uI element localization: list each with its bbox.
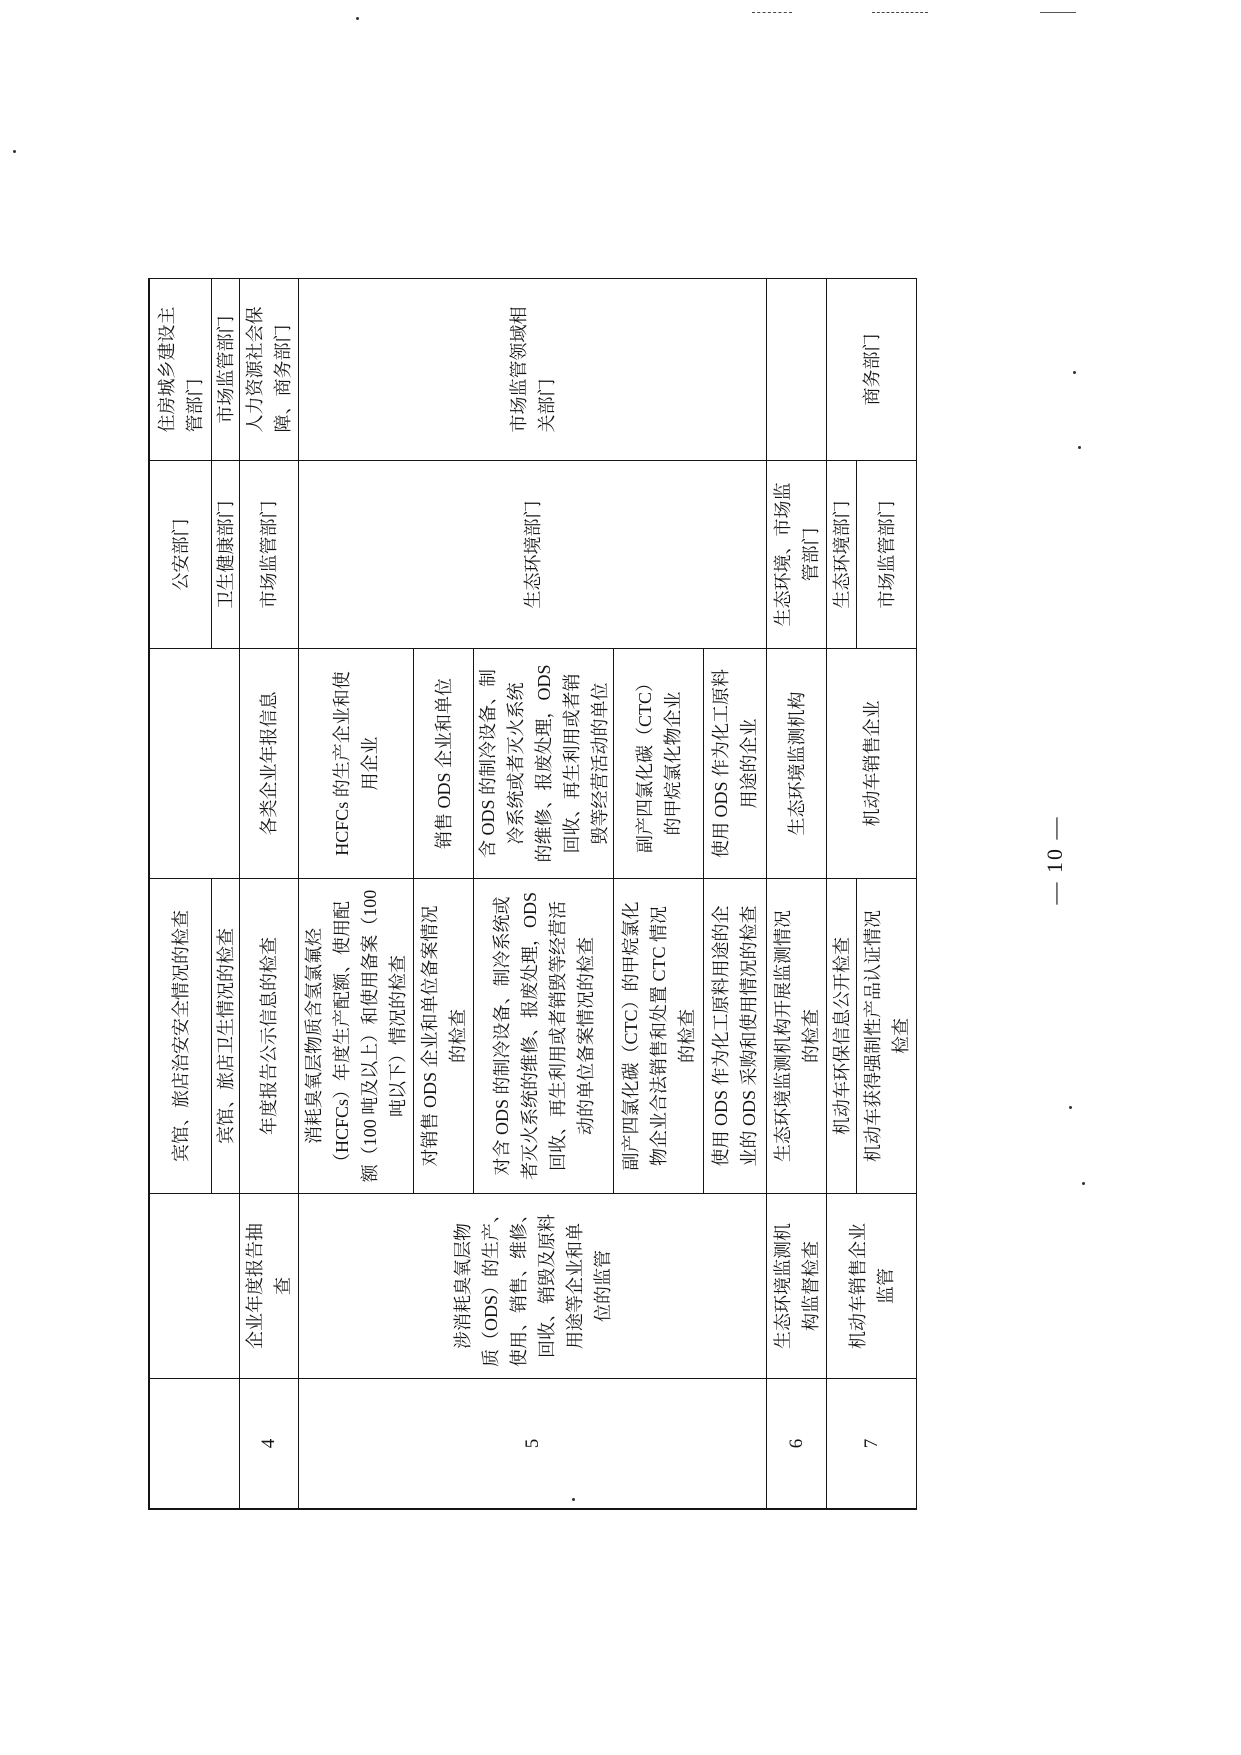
row-no-cell [150,1378,240,1508]
content-cell: 对销售 ODS 企业和单位备案情况 的检查 [414,878,474,1193]
scan-mark [1040,12,1076,13]
inspection-table [148,278,917,1510]
object-cell: 销售 ODS 企业和单位 [414,648,474,878]
object-cell: 副产四氯化碳（CTC） 的甲烷氯化物企业 [614,648,704,878]
scan-mark [752,12,792,13]
matter-cell: 涉消耗臭氧层物 质（ODS）的生产、 使用、销售、维修、 回收、销毁及原料 用途等企业和单 位的监管 [299,1193,767,1378]
matter-cell: 机动车销售企业 监管 [827,1193,917,1378]
content-cell: 使用 ODS 作为化工原料用途的企 业的 ODS 采购和使用情况的检查 [704,878,767,1193]
scan-mark [872,12,928,13]
scan-speck [13,150,16,153]
content-cell: 机动车环保信息公开检查 [827,878,857,1193]
object-cell: 含 ODS 的制冷设备、制 冷系统或者灭火系统 的维修、报废处理，ODS 回收、再生利用或者销 毁等经营活动的单位 [474,648,614,878]
matter-cell: 企业年度报告抽 查 [240,1193,299,1378]
page-number: — 10 — [1042,815,1067,905]
object-cell [150,648,240,878]
content-cell: 副产四氯化碳（CTC）的甲烷氯化 物企业合法销售和处置 CTC 情况 的检查 [614,878,704,1193]
row-no-cell: 4 [240,1378,299,1508]
content-cell: 年度报告公示信息的检查 [240,878,299,1193]
content-cell: 宾馆、旅店卫生情况的检查 [212,878,240,1193]
cooperating-cell: 人力资源社会保 障、商务部门 [240,278,299,460]
object-cell: 使用 ODS 作为化工原料 用途的企业 [704,648,767,878]
content-cell: 生态环境监测机构开展监测情况 的检查 [767,878,827,1193]
cooperating-cell: 市场监管部门 [212,278,240,460]
department-cell: 生态环境部门 [299,460,767,648]
object-cell: 生态环境监测机构 [767,648,827,878]
department-cell: 市场监管部门 [240,460,299,648]
department-cell: 生态环境部门 [827,460,857,648]
cooperating-cell [767,278,827,460]
department-cell: 卫生健康部门 [212,460,240,648]
scan-speck [1073,371,1076,374]
row-no-cell: 5 [299,1378,767,1508]
object-cell: 各类企业年报信息 [240,648,299,878]
content-cell: 消耗臭氧层物质含氢氯氟烃 （HCFCs）年度生产配额、使用配 额（100 吨及以上）和使用备案（100 吨以下）情况的检查 [299,878,414,1193]
object-cell: HCFCs 的生产企业和使 用企业 [299,648,414,878]
object-cell: 机动车销售企业 [827,648,917,878]
department-cell: 公安部门 [150,460,212,648]
row-no-cell: 7 [827,1378,917,1508]
scan-speck [1082,1182,1085,1185]
scan-speck [1078,446,1081,449]
scan-speck [1069,1106,1072,1109]
cooperating-cell: 住房城乡建设主 管部门 [150,278,212,460]
row-no-cell: 6 [767,1378,827,1508]
department-cell: 市场监管部门 [857,460,917,648]
content-cell: 宾馆、旅店治安安全情况的检查 [150,878,212,1193]
scan-speck [356,17,359,20]
matter-cell: 生态环境监测机 构监督检查 [767,1193,827,1378]
content-cell: 机动车获得强制性产品认证情况 检查 [857,878,917,1193]
content-cell: 对含 ODS 的制冷设备、制冷系统或 者灭火系统的维修、报废处理，ODS 回收、再生利用或者销毁等经营活 动的单位备案情况的检查 [474,878,614,1193]
cooperating-cell: 市场监管领域相 关部门 [299,278,767,460]
department-cell: 生态环境、市场监 管部门 [767,460,827,648]
matter-cell [150,1193,240,1378]
cooperating-cell: 商务部门 [827,278,917,460]
